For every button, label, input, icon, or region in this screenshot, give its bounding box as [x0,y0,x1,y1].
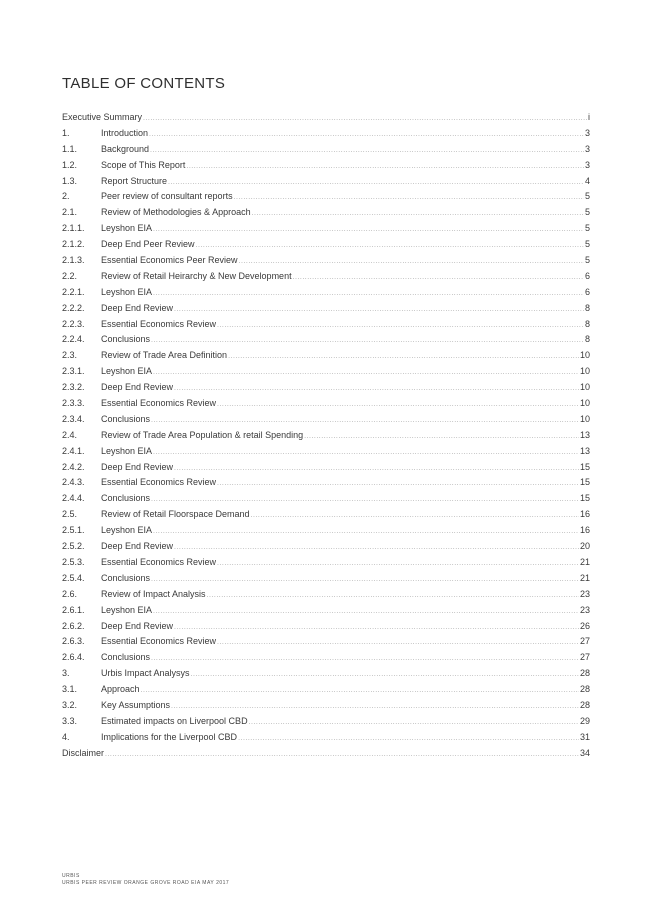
toc-entry[interactable] [62,714,590,730]
toc-leader-dots [174,540,579,556]
toc-entry-title: Review of Trade Area Population & retail Spending [101,429,304,440]
toc-entry-title: Urbis Impact Analysys [101,668,190,679]
toc-entry-number: 1. [62,127,70,138]
toc-leader-dots [207,588,579,604]
toc-entry-page: 23 [579,588,590,599]
toc-entry-title: Review of Retail Heirarchy & New Development [101,270,292,281]
toc-leader-dots [153,286,584,302]
toc-entry-page: 20 [579,541,590,552]
toc-entry-page: 27 [579,652,590,663]
toc-entry-number: 2.5.4. [62,572,85,583]
toc-leader-dots [217,556,579,572]
toc-entry-number: 2.6.1. [62,604,85,615]
toc-entry-page: 28 [579,699,590,710]
toc-leader-dots [153,604,579,620]
toc-entry-page: 26 [579,620,590,631]
toc-entry-title: Deep End Peer Review [101,239,195,250]
toc-entry-number: 2.4.4. [62,493,85,504]
toc-leader-dots [141,683,579,699]
toc-entry-title: Deep End Review [101,620,174,631]
toc-entry[interactable] [62,507,590,523]
toc-leader-dots [153,445,579,461]
toc-leader-dots [168,175,584,191]
toc-entry-page: 15 [579,493,590,504]
toc-entry-number: 2.3.4. [62,413,85,424]
toc-entry[interactable] [62,730,590,746]
toc-entry-title: Essential Economics Review [101,477,217,488]
toc-entry[interactable] [62,539,590,555]
toc-entry-title: Leyshon EIA [101,286,153,297]
toc-entry[interactable] [62,253,590,269]
toc-leader-dots [304,429,579,445]
toc-entry-page: 13 [579,445,590,456]
toc-entry-page: 3 [584,143,590,154]
toc-entry-page: 6 [584,270,590,281]
toc-entry-page: 23 [579,604,590,615]
toc-entry-number: 2.3.1. [62,366,85,377]
toc-entry[interactable] [62,237,590,253]
toc-entry[interactable] [62,174,590,190]
toc-leader-dots [174,461,579,477]
toc-entry-title: Introduction [101,127,149,138]
toc-entry-page: 28 [579,668,590,679]
toc-entry-page: 10 [579,366,590,377]
toc-entry-page: 16 [579,509,590,520]
toc-entry-title: Essential Economics Review [101,318,217,329]
toc-entry-title: Executive Summary [62,112,143,122]
toc-entry-number: 2.3. [62,350,78,361]
toc-leader-dots [249,715,579,731]
toc-entry[interactable] [62,475,590,491]
toc-entry[interactable] [62,444,590,460]
toc-entry[interactable] [62,301,590,317]
toc-leader-dots [251,508,579,524]
toc-entry-page: 5 [584,223,590,234]
page-footer [62,873,229,887]
toc-entry-page: 13 [579,429,590,440]
toc-entry-number: 2.1. [62,207,78,218]
toc-entry-page: 15 [579,477,590,488]
toc-entry[interactable] [62,158,590,174]
toc-entry[interactable] [62,126,590,142]
toc-entry-page: 29 [579,715,590,726]
toc-entry-page: 5 [584,207,590,218]
toc-entry-number: 1.2. [62,159,78,170]
toc-entry-page: 15 [579,461,590,472]
toc-entry[interactable] [62,460,590,476]
toc-entry-title: Deep End Review [101,541,174,552]
toc-entry[interactable] [62,380,590,396]
toc-leader-dots [151,651,579,667]
toc-entry-number: 2.5.2. [62,541,85,552]
toc-leader-dots [150,143,584,159]
toc-leader-dots [151,492,579,508]
toc-entry-title: Deep End Review [101,382,174,393]
toc-entry-number: 2.1.1. [62,223,85,234]
toc-entry[interactable] [62,666,590,682]
toc-leader-dots [293,270,584,286]
toc-entry-title: Essential Economics Review [101,556,217,567]
toc-leader-dots [196,238,584,254]
toc-entry-title: Leyshon EIA [101,366,153,377]
page-title: TABLE OF CONTENTS [62,75,226,92]
toc-entry[interactable] [62,317,590,333]
toc-entry[interactable] [62,650,590,666]
toc-entry[interactable] [62,587,590,603]
toc-entry-number: 2.2.3. [62,318,85,329]
toc-leader-dots [252,206,584,222]
toc-leader-dots [174,620,579,636]
toc-entry[interactable] [62,555,590,571]
toc-entry-title: Implications for the Liverpool CBD [101,731,238,742]
toc-entry-title: Essential Economics Review [101,636,217,647]
toc-leader-dots [217,476,579,492]
toc-entry[interactable] [62,396,590,412]
toc-entry-page: 8 [584,302,590,313]
toc-entry[interactable] [62,332,590,348]
toc-entry-number: 1.1. [62,143,78,154]
toc-entry[interactable] [62,682,590,698]
toc-leader-dots [151,413,579,429]
toc-entry-page: 10 [579,398,590,409]
toc-entry-title: Conclusions [101,413,151,424]
toc-entry-page: 3 [584,159,590,170]
toc-entry[interactable] [62,634,590,650]
toc-entry-title: Peer review of consultant reports [101,191,233,202]
toc-entry[interactable] [62,189,590,205]
toc-entry[interactable] [62,205,590,221]
toc-entry-title: Key Assumptions [101,699,171,710]
toc-entry-title: Conclusions [101,334,151,345]
toc-leader-dots [239,254,584,270]
toc-entry-title: Deep End Review [101,461,174,472]
toc-entry-number: 2.1.3. [62,255,85,266]
toc-entry-title: Conclusions [101,572,151,583]
toc-leader-dots [217,318,584,334]
toc-entry[interactable] [62,110,590,126]
toc-entry[interactable] [62,285,590,301]
toc-entry-page: 16 [579,525,590,536]
toc-entry-number: 2.6.2. [62,620,85,631]
toc-entry-title: Leyshon EIA [101,525,153,536]
toc-entry-number: 2.3.3. [62,398,85,409]
toc-entry-number: 2.2.1. [62,286,85,297]
toc-entry[interactable] [62,746,590,762]
toc-leader-dots [153,365,579,381]
toc-entry[interactable] [62,221,590,237]
toc-entry-page: 21 [579,572,590,583]
toc-entry-number: 2.1.2. [62,239,85,250]
toc-entry-number: 2.5. [62,509,78,520]
toc-entry-title: Essential Economics Review [101,398,217,409]
footer-company: URBIS [62,873,80,879]
toc-entry-number: 2.2.4. [62,334,85,345]
footer-document-title: URBIS PEER REVIEW ORANGE GROVE ROAD EIA MAY 2017 [62,880,230,886]
toc-entry-number: 2.4.2. [62,461,85,472]
toc-entry-number: 2.6.4. [62,652,85,663]
toc-entry-title: Conclusions [101,652,151,663]
toc-entry-title: Approach [101,684,140,695]
toc-entry[interactable] [62,523,590,539]
toc-entry-number: 2.5.1. [62,525,85,536]
toc-entry-title: Scope of This Report [101,159,186,170]
toc-entry-page: 8 [584,318,590,329]
toc-entry-title: Report Structure [101,175,168,186]
toc-entry-number: 2.6.3. [62,636,85,647]
toc-entry-number: 2.2. [62,270,78,281]
toc-entry[interactable] [62,698,590,714]
toc-entry-page: 10 [579,382,590,393]
toc-entry-page: 34 [579,747,590,758]
toc-entry-number: 3.2. [62,699,78,710]
toc-entry-page: 10 [579,350,590,361]
toc-leader-dots [105,747,579,763]
toc-entry-title: Leyshon EIA [101,445,153,456]
toc-leader-dots [171,699,579,715]
toc-entry-title: Essential Economics Peer Review [101,255,238,266]
toc-leader-dots [151,572,579,588]
toc-entry-title: Review of Retail Floorspace Demand [101,509,250,520]
toc-entry-page: 6 [584,286,590,297]
toc-leader-dots [153,222,584,238]
toc-leader-dots [143,111,587,127]
toc-leader-dots [228,349,579,365]
toc-entry[interactable] [62,412,590,428]
toc-entry-title: Leyshon EIA [101,223,153,234]
toc-entry[interactable] [62,603,590,619]
toc-entry-page: 8 [584,334,590,345]
toc-leader-dots [191,667,579,683]
toc-leader-dots [186,159,584,175]
toc-entry-number: 2.4.1. [62,445,85,456]
toc-entry-page: 10 [579,413,590,424]
toc-entry-number: 2.6. [62,588,78,599]
toc-entry[interactable] [62,571,590,587]
toc-entry[interactable] [62,428,590,444]
toc-entry-page: 5 [584,239,590,250]
toc-entry[interactable] [62,364,590,380]
toc-entry-number: 3.3. [62,715,78,726]
toc-leader-dots [153,524,579,540]
toc-entry-number: 2. [62,191,70,202]
toc-entry-page: 28 [579,684,590,695]
toc-entry[interactable] [62,619,590,635]
toc-leader-dots [238,731,579,747]
toc-entry-number: 2.5.3. [62,556,85,567]
toc-leader-dots [174,302,584,318]
toc-entry-number: 2.4.3. [62,477,85,488]
toc-entry-title: Background [101,143,150,154]
toc-entry-title: Conclusions [101,493,151,504]
toc-entry-number: 2.4. [62,429,78,440]
toc-entry-page: 5 [584,191,590,202]
toc-entry-title: Disclaimer [62,747,105,758]
toc-entry-number: 3.1. [62,684,78,695]
toc-entry-number: 2.3.2. [62,382,85,393]
toc-entry-title: Review of Impact Analysis [101,588,206,599]
toc-leader-dots [217,397,579,413]
toc-entry-number: 2.2.2. [62,302,85,313]
toc-entry-title: Review of Trade Area Definition [101,350,228,361]
table-of-contents [62,110,590,762]
toc-entry-page: 5 [584,255,590,266]
toc-leader-dots [149,127,584,143]
toc-entry-page: i [588,112,590,122]
toc-entry-page: 4 [584,175,590,186]
toc-leader-dots [174,381,579,397]
toc-entry[interactable] [62,348,590,364]
toc-entry[interactable] [62,142,590,158]
toc-entry-number: 1.3. [62,175,78,186]
toc-entry-title: Estimated impacts on Liverpool CBD [101,715,248,726]
toc-entry-title: Deep End Review [101,302,174,313]
toc-entry-page: 21 [579,556,590,567]
toc-leader-dots [234,190,584,206]
toc-leader-dots [217,635,579,651]
toc-leader-dots [151,333,584,349]
toc-entry-title: Leyshon EIA [101,604,153,615]
toc-entry-number: 3. [62,668,70,679]
toc-entry-number: 4. [62,731,70,742]
toc-entry-title: Review of Methodologies & Approach [101,207,251,218]
toc-entry[interactable] [62,269,590,285]
toc-entry-page: 27 [579,636,590,647]
toc-entry-page: 31 [579,731,590,742]
toc-entry-page: 3 [584,127,590,138]
toc-entry[interactable] [62,491,590,507]
